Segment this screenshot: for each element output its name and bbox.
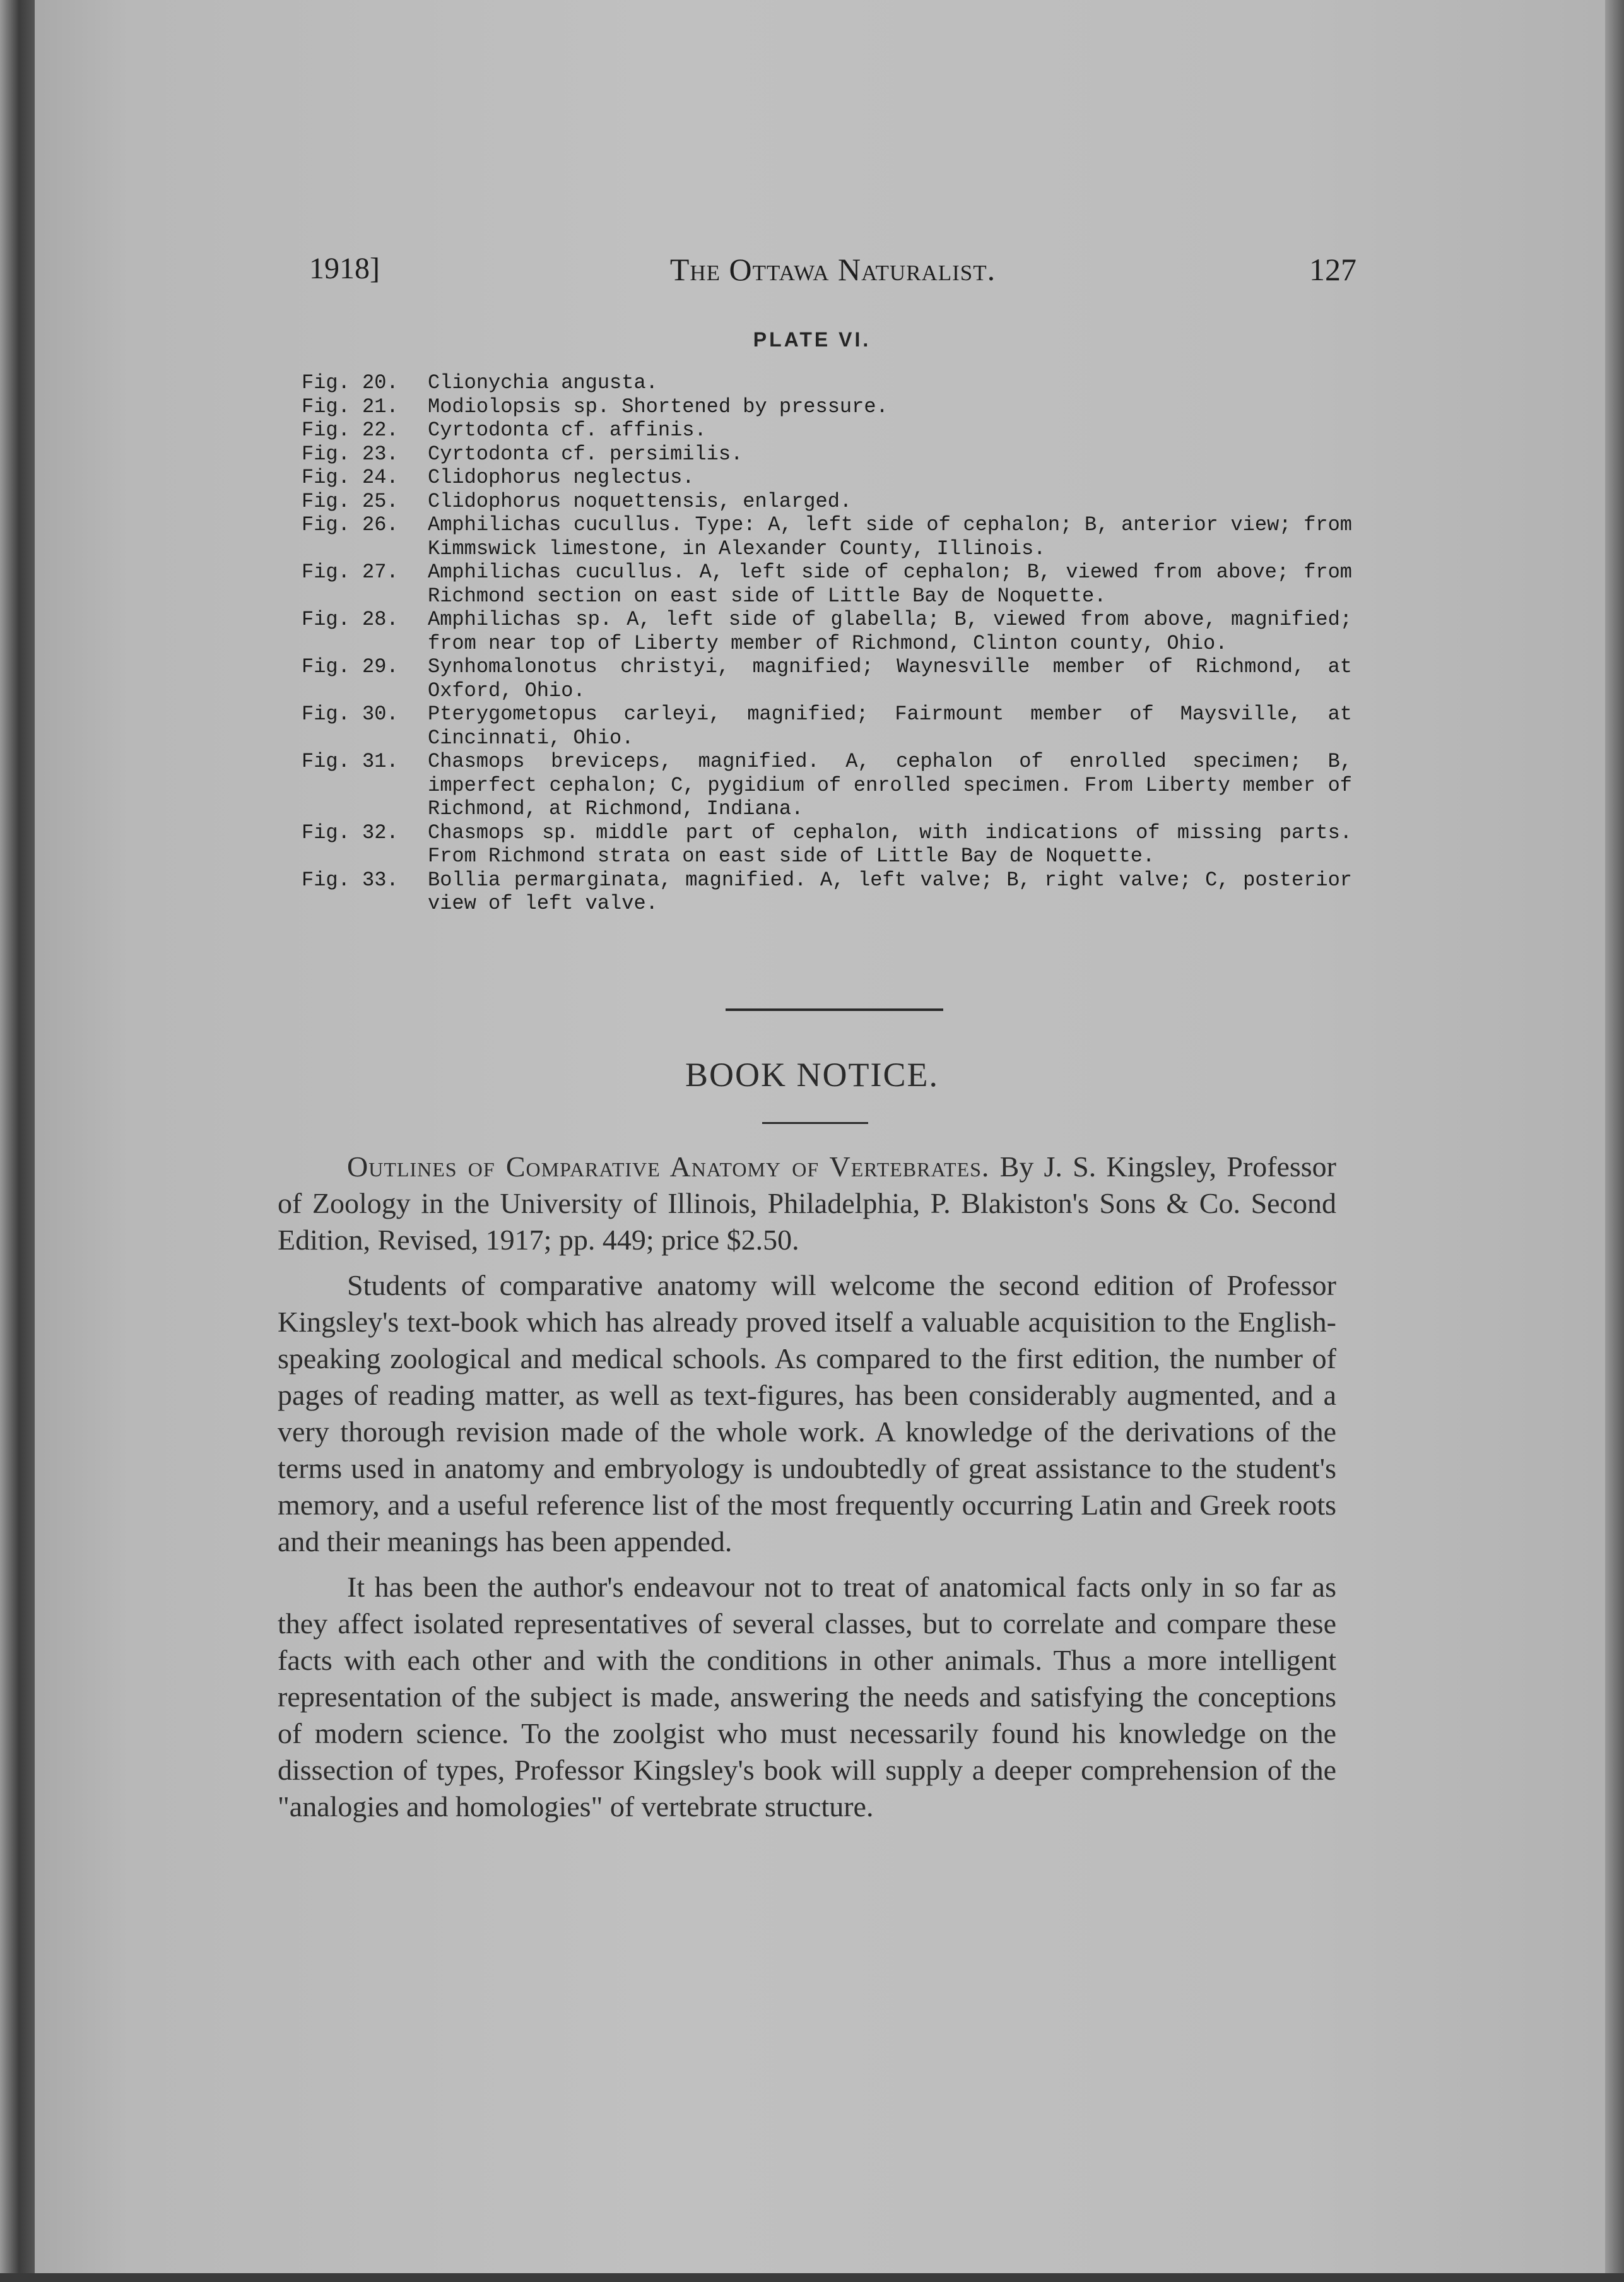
figure-caption	[302, 513, 1352, 560]
figure-label: Fig. 20.	[302, 371, 399, 394]
figure-caption	[302, 490, 1352, 514]
book-citation-details: By J. S. Kingsley, Professor of Zoology in the University of Illinois, Philadelphia, P. Blakiston's Sons & Co. Second Edition, Revised, 1917; pp. 449; price $2.50.	[278, 1150, 1336, 1256]
figure-description: Clidophorus neglectus.	[428, 466, 695, 489]
figure-label: Fig. 33.	[302, 868, 399, 892]
heading-underline-rule	[762, 1122, 868, 1124]
book-title: Outlines of Comparative Anatomy of Vertebrates.	[347, 1150, 990, 1183]
figure-description: Bollia permarginata, magnified. A, left valve; B, right valve; C, posterior view of left valve.	[428, 868, 1352, 915]
year: 1918]	[309, 252, 380, 285]
figure-label: Fig. 32.	[302, 820, 399, 844]
figure-caption-list	[302, 371, 1352, 916]
figure-label: Fig. 21.	[302, 394, 399, 418]
figure-caption	[302, 560, 1352, 608]
figure-caption	[302, 655, 1352, 702]
figure-label: Fig. 26.	[302, 513, 399, 536]
figure-description: Clidophorus noquettensis, enlarged.	[428, 489, 852, 513]
figure-description: Amphilichas cucullus. A, left side of cephalon; B, viewed from above; from Richmond section on east side of Little Bay de Noquette.	[428, 560, 1352, 608]
figure-caption	[302, 821, 1352, 868]
journal-title: The Ottawa Naturalist.	[669, 252, 996, 287]
figure-description: Clionychia angusta.	[428, 371, 658, 394]
figure-label: Fig. 25.	[302, 489, 399, 513]
book-notice-heading: BOOK NOTICE.	[685, 1056, 939, 1094]
figure-caption	[302, 608, 1352, 655]
figure-label: Fig. 30.	[302, 702, 399, 726]
figure-caption	[302, 702, 1352, 750]
figure-label: Fig. 23.	[302, 442, 399, 466]
figure-description: Cyrtodonta cf. persimilis.	[428, 442, 743, 466]
running-head	[309, 251, 1356, 295]
review-paragraph: Students of comparative anatomy will welcome the second edition of Professor Kingsley's text-book which has already proved itself a valuable acquisition to the English-speaking zoological and medical schools. As compared to the first edition, the number of pages of reading matter, as well as text-figures, has been considerably augmented, and a very thorough revision made of the whole work. A knowledge of the derivations of the terms used in anatomy and embryology is undoubtedly of great assistance to the student's memory, and a useful reference list of the most frequently occurring Latin and Greek roots and their meanings has been appended.	[278, 1269, 1336, 1558]
figure-caption	[302, 371, 1352, 395]
figure-label: Fig. 22.	[302, 418, 399, 442]
figure-caption	[302, 750, 1352, 821]
plate-title: PLATE VI.	[753, 328, 871, 351]
figure-description: Amphilichas cucullus. Type: A, left side of cephalon; B, anterior view; from Kimmswick limestone, in Alexander County, Illinois.	[428, 513, 1352, 560]
figure-description: Chasmops breviceps, magnified. A, cephalon of enrolled specimen; B, imperfect cephalon; C, pygidium of enrolled specimen. From Liberty member of Richmond, at Richmond, Indiana.	[428, 750, 1352, 820]
figure-description: Pterygometopus carleyi, magnified; Fairmount member of Maysville, at Cincinnati, Ohio.	[428, 702, 1352, 750]
book-review	[278, 1149, 1336, 1825]
figure-caption	[302, 868, 1352, 916]
figure-caption	[302, 395, 1352, 419]
figure-label: Fig. 29.	[302, 655, 399, 678]
book-citation	[278, 1149, 1336, 1258]
figure-description: Synhomalonotus christyi, magnified; Waynesville member of Richmond, at Oxford, Ohio.	[428, 655, 1352, 702]
page-number: 127	[1309, 252, 1356, 287]
figure-label: Fig. 24.	[302, 466, 399, 489]
figure-label: Fig. 28.	[302, 608, 399, 631]
figure-caption	[302, 466, 1352, 490]
figure-description: Cyrtodonta cf. affinis.	[428, 418, 707, 442]
figure-caption	[302, 442, 1352, 466]
figure-description: Chasmops sp. middle part of cephalon, with indications of missing parts. From Richmond strata on east side of Little Bay de Noquette.	[428, 820, 1352, 868]
figure-description: Amphilichas sp. A, left side of glabella; B, viewed from above, magnified; from near top of Liberty member of Richmond, Clinton county, Ohio.	[428, 608, 1352, 655]
page-bottom-edge	[0, 2273, 1624, 2282]
figure-label: Fig. 27.	[302, 560, 399, 584]
figure-description: Modiolopsis sp. Shortened by pressure.	[428, 394, 888, 418]
review-paragraph: It has been the author's endeavour not to treat of anatomical facts only in so far as they affect isolated representatives of several classes, but to correlate and compare these facts with each other and with the conditions in other animals. Thus a more intelligent representation of the subject is made, answering the needs and satisfying the conceptions of modern science. To the zoolgist who must necessarily found his knowledge on the dissection of types, Professor Kingsley's book will supply a deeper comprehension of the "analogies and homologies" of vertebrate structure.	[278, 1571, 1336, 1823]
figure-label: Fig. 31.	[302, 750, 399, 773]
section-divider-rule	[726, 1008, 943, 1011]
figure-caption	[302, 418, 1352, 442]
